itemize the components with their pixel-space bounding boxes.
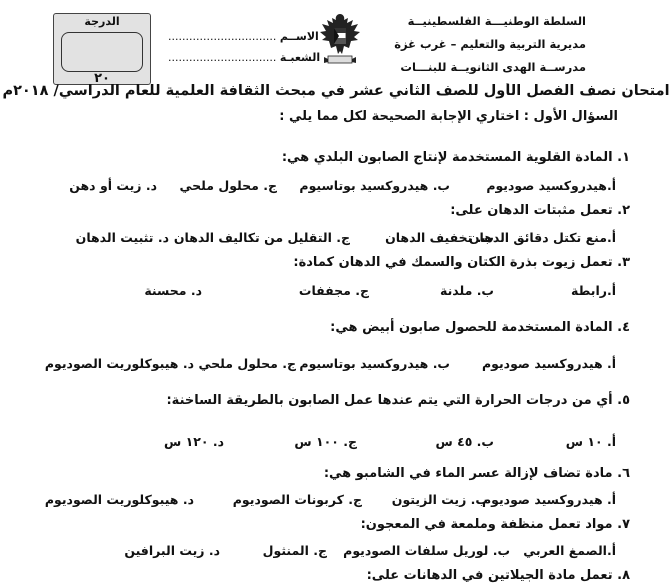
q6-option-c[interactable]: ج. كربونات الصوديوم: [232, 492, 362, 507]
q6-option-a[interactable]: أ. هيدروكسيد صوديوم: [481, 492, 616, 507]
grade-label: الدرجة: [84, 15, 120, 28]
authority-name: السلطة الوطنيـــة الفلسطينيــة: [407, 14, 586, 28]
q4-option-a[interactable]: أ. هيدروكسيد صوديوم: [481, 356, 616, 371]
q7-option-a[interactable]: أ.الصمغ العربي: [523, 543, 616, 558]
question-4: ٤. المادة المستخدمة للحصول صابون أبيض هي:: [330, 320, 630, 335]
q1-option-c[interactable]: ج. محلول ملحي: [179, 178, 277, 193]
q4-option-b[interactable]: ب. هيدروكسيد بوتاسيوم: [299, 356, 450, 371]
q4-option-c[interactable]: ج. محلول ملحي: [198, 356, 296, 371]
q2-option-c[interactable]: ج. التقليل من تكاليف الدهان: [173, 230, 350, 245]
q5-option-a[interactable]: أ. ١٠ س: [565, 434, 616, 449]
q2-option-a[interactable]: أ.منع تكتل دقائق الدهان: [468, 230, 616, 245]
q1-option-b[interactable]: ب. هيدروكسيد بوتاسيوم: [299, 178, 450, 193]
q1-option-d[interactable]: د. زيت أو دهن: [69, 178, 157, 193]
question-3: ٣. تعمل زيوت بذرة الكتان والسمك في الدهان كمادة:: [293, 255, 630, 270]
section-field: [168, 51, 320, 64]
q6-option-b[interactable]: ب. زيت الزيتون: [391, 492, 488, 507]
q1-option-a[interactable]: أ.هيدروكسيد صوديوم: [486, 178, 616, 193]
name-label: الاســم: [279, 30, 319, 43]
question-7: ٧. مواد تعمل منظفة وملمعة في المعجون:: [360, 517, 630, 532]
grade-box: [53, 13, 151, 85]
q3-option-b[interactable]: ب. ملدنة: [440, 283, 494, 298]
name-field: [168, 30, 319, 43]
section-one-heading: السؤال الأول : اختاري الإجابة الصحيحة لكل مما يلي :: [279, 109, 618, 124]
q5-option-b[interactable]: ب. ٤٥ س: [435, 434, 494, 449]
question-6: ٦. مادة تضاف لإزالة عسر الماء في الشامبو هي:: [323, 466, 630, 481]
grade-score-area[interactable]: [61, 32, 143, 72]
q2-option-d[interactable]: د. تثبيت الدهان: [75, 230, 169, 245]
q5-option-c[interactable]: ج. ١٠٠ س: [294, 434, 357, 449]
section-dots[interactable]: ...............................: [168, 51, 277, 64]
q2-option-b[interactable]: ب. تخفيف الدهان: [385, 230, 494, 245]
question-5: ٥. أي من درجات الحرارة التي يتم عندها عمل الصابون بالطريقة الساخنة:: [166, 393, 630, 408]
q3-option-a[interactable]: أ.رابطة: [571, 283, 616, 298]
exam-title: امتحان نصف الفصل الأول للصف الثاني عشر في مبحث الثقافة العلمية للعام الدراسي/ ٢٠١٨م: [2, 83, 670, 99]
q7-option-d[interactable]: د. زيت البرافين: [124, 543, 220, 558]
q5-option-d[interactable]: د. ١٢٠ س: [163, 434, 224, 449]
eagle-emblem-icon: [318, 10, 362, 72]
q6-option-d[interactable]: د. هيبوكلوريت الصوديوم: [44, 492, 194, 507]
question-8: ٨. تعمل مادة الجيلاتين في الدهانات على:: [366, 568, 630, 583]
q4-option-d[interactable]: د. هيبوكلوريت الصوديوم: [44, 356, 194, 371]
question-1: ١. المادة القلوية المستخدمة لإنتاج الصابون البلدي هي:: [281, 150, 630, 165]
q3-option-d[interactable]: د. محسنة: [144, 283, 202, 298]
question-2: ٢. تعمل مثبتات الدهان على:: [450, 203, 630, 218]
directorate-name: مديرية التربية والتعليم – غرب غزة: [394, 37, 586, 51]
grade-total: ٢٠: [94, 71, 110, 86]
name-dots[interactable]: ...............................: [168, 30, 277, 43]
school-name: مدرســة الهدى الثانويــة للبنـــات: [400, 60, 586, 74]
q7-option-b[interactable]: ب. لوريل سلفات الصوديوم: [343, 543, 510, 558]
q3-option-c[interactable]: ج. مجففات: [298, 283, 369, 298]
q7-option-c[interactable]: ج. المنثول: [262, 543, 327, 558]
section-label: الشعبـة: [279, 51, 321, 64]
